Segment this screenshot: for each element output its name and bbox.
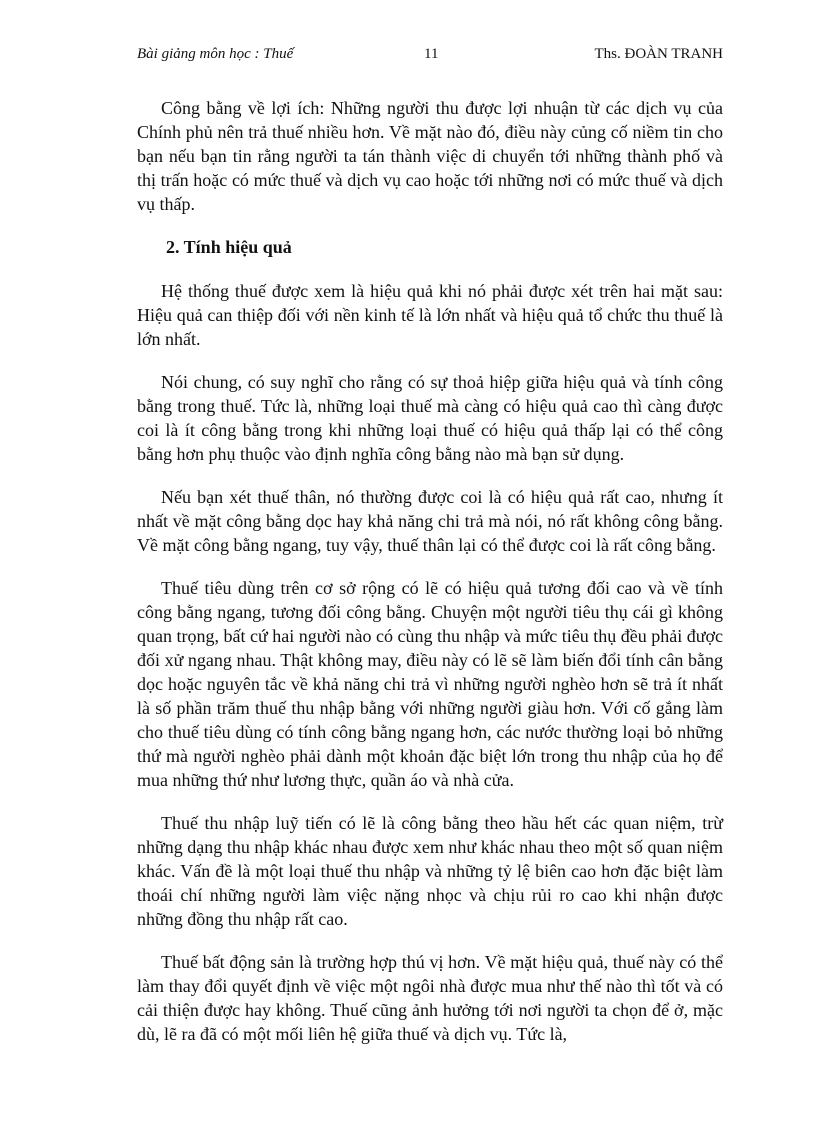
paragraph-progressive-income-tax: Thuế thu nhập luỹ tiến có lẽ là công bằng theo hầu hết các quan niệm, trừ những dạng thu nhập khác nhau được xem như khác nhau theo một số quan niệm khác. Vấn đề là một loại thuế thu nhập và những tỷ lệ biên cao hơn đặc biệt làm thoái chí những người làm việc nặng nhọc và chịu rủi ro cao khi nhận được những đồng thu nhập rất cao. xyxy=(137,813,723,929)
paragraph-fairness-benefit: Công bằng về lợi ích: Những người thu được lợi nhuận từ các dịch vụ của Chính phủ nên trả thuế nhiều hơn. Về mặt nào đó, điều này củng cố niềm tin cho bạn nếu bạn tin rằng người ta tán thành việc di chuyển tới những thành phố và thị trấn hoặc có mức thuế và dịch vụ cao hoặc tới những nơi có mức thuế và dịch vụ thấp. xyxy=(137,98,723,214)
paragraph-efficiency-definition: Hệ thống thuế được xem là hiệu quả khi nó phải được xét trên hai mặt sau: Hiệu quả can thiệp đối với nền kinh tế là lớn nhất và hiệu quả tổ chức thu thuế là lớn nhất. xyxy=(137,281,723,349)
paragraph-property-tax: Thuế bất động sản là trường hợp thú vị hơn. Về mặt hiệu quả, thuế này có thể làm thay đổi quyết định về việc một ngôi nhà được mua như thế nào thì tốt và có cải thiện được hay không. Thuế cũng ảnh hưởng tới nơi người ta chọn để ở, mặc dù, lẽ ra đã có một mối liên hệ giữa thuế và dịch vụ. Tức là, xyxy=(137,952,723,1044)
header-author: Ths. ĐOÀN TRANH xyxy=(594,46,723,62)
paragraph-poll-tax: Nếu bạn xét thuế thân, nó thường được coi là có hiệu quả rất cao, nhưng ít nhất về mặt công bằng dọc hay khả năng chi trả mà nói, nó rất không công bằng. Về mặt công bằng ngang, tuy vậy, thuế thân lại có thể được coi là rất công bằng. xyxy=(137,487,723,555)
paragraph-consumption-tax: Thuế tiêu dùng trên cơ sở rộng có lẽ có hiệu quả tương đối cao và về tính công bằng ngang, tương đối công bằng. Chuyện một người tiêu thụ cái gì không quan trọng, bất cứ hai người nào có cùng thu nhập và mức tiêu thụ đều phải được đối xử ngang nhau. Thật không may, điều này có lẽ sẽ làm biến đổi tính cân bằng dọc hoặc nguyên tắc về khả năng chi trả vì những người nghèo hơn sẽ trả ít nhất là số phần trăm thuế thu nhập bằng với những người giàu hơn. Với cố gắng làm cho thuế tiêu dùng có tính công bằng ngang hơn, các nước thường loại bỏ những thứ mà người nghèo phải dành một khoản đặc biệt lớn trong thu nhập của họ để mua những thứ như lương thực, quần áo và nhà cửa. xyxy=(137,578,723,790)
document-body xyxy=(137,96,723,1065)
page-number: 11 xyxy=(424,46,439,62)
page-header xyxy=(137,46,723,68)
section-heading: 2. Tính hiệu quả xyxy=(166,237,292,257)
header-course-title: Bài giảng môn học : Thuế xyxy=(137,46,294,62)
paragraph-efficiency-tradeoff: Nói chung, có suy nghĩ cho rằng có sự thoả hiệp giữa hiệu quả và tính công bằng trong thuế. Tức là, những loại thuế mà càng có hiệu quả cao thì càng được coi là ít công bằng trong khi những loại thuế có hiệu quả thấp lại có thể công bằng hơn phụ thuộc vào định nghĩa công bằng nào mà bạn sử dụng. xyxy=(137,372,723,464)
